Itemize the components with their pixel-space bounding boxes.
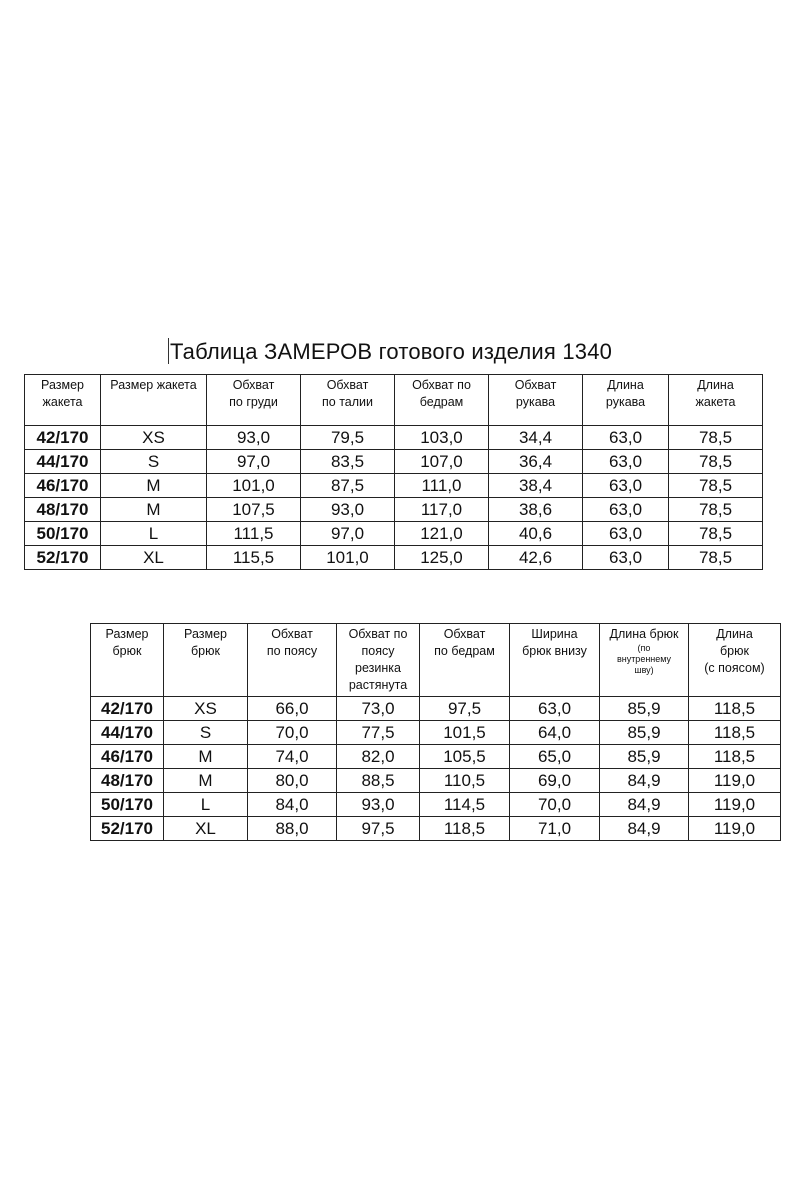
pants-value-cell: 93,0 xyxy=(337,793,420,817)
jacket-value-cell: M xyxy=(101,474,207,498)
jacket-header-cell xyxy=(489,375,583,426)
pants-value-cell: 69,0 xyxy=(510,769,600,793)
jacket-value-cell: 63,0 xyxy=(583,546,669,570)
pants-value-cell: 110,5 xyxy=(420,769,510,793)
pants-table-body xyxy=(91,697,781,841)
pants-header-cell xyxy=(337,624,420,697)
pants-value-cell: 77,5 xyxy=(337,721,420,745)
pants-size-cell: 48/170 xyxy=(91,769,164,793)
jacket-size-cell: 52/170 xyxy=(25,546,101,570)
jacket-header-text: бедрам xyxy=(419,395,464,409)
jacket-header-text: Обхват по xyxy=(412,378,471,392)
jacket-value-cell: 40,6 xyxy=(489,522,583,546)
pants-header-text: по поясу xyxy=(266,644,318,658)
jacket-header-cell xyxy=(301,375,395,426)
pants-table-row xyxy=(91,721,781,745)
jacket-value-cell: M xyxy=(101,498,207,522)
jacket-measurements-table xyxy=(24,374,763,570)
jacket-value-cell: 63,0 xyxy=(583,474,669,498)
jacket-header-cell xyxy=(101,375,207,426)
pants-measurements-table xyxy=(90,623,781,841)
pants-value-cell: 63,0 xyxy=(510,697,600,721)
jacket-value-cell: 78,5 xyxy=(669,450,763,474)
pants-value-cell: M xyxy=(164,769,248,793)
pants-header-text: резинка xyxy=(355,661,401,675)
jacket-table-row xyxy=(25,450,763,474)
pants-header-cell xyxy=(600,624,689,697)
jacket-header-text: Обхват xyxy=(514,378,557,392)
pants-size-cell: 44/170 xyxy=(91,721,164,745)
jacket-header-text: Обхват xyxy=(232,378,275,392)
jacket-value-cell: 121,0 xyxy=(395,522,489,546)
jacket-header-text: жакета xyxy=(695,395,736,409)
jacket-size-cell: 48/170 xyxy=(25,498,101,522)
jacket-value-cell: 63,0 xyxy=(583,522,669,546)
pants-header-cell xyxy=(510,624,600,697)
jacket-header-text: Размер xyxy=(41,378,84,392)
jacket-value-cell: 125,0 xyxy=(395,546,489,570)
pants-header-text: растянута xyxy=(348,678,408,692)
pants-value-cell: 64,0 xyxy=(510,721,600,745)
pants-value-cell: 70,0 xyxy=(510,793,600,817)
pants-value-cell: 119,0 xyxy=(689,769,781,793)
jacket-value-cell: 42,6 xyxy=(489,546,583,570)
pants-header-row xyxy=(91,624,781,697)
jacket-value-cell: 93,0 xyxy=(301,498,395,522)
pants-table-row xyxy=(91,817,781,841)
jacket-table-row xyxy=(25,474,763,498)
jacket-value-cell: 83,5 xyxy=(301,450,395,474)
jacket-value-cell: 97,0 xyxy=(301,522,395,546)
pants-header-text: поясу xyxy=(361,644,395,658)
jacket-value-cell: S xyxy=(101,450,207,474)
jacket-header-text: жакета xyxy=(42,395,83,409)
jacket-header-cell xyxy=(25,375,101,426)
pants-header-text: Длина брюк xyxy=(609,627,679,641)
pants-value-cell: 73,0 xyxy=(337,697,420,721)
pants-header-text: Длина xyxy=(716,627,753,641)
page-title-text: Таблица ЗАМЕРОВ готового изделия 1340 xyxy=(170,339,613,364)
jacket-table-row xyxy=(25,546,763,570)
pants-value-cell: 119,0 xyxy=(689,817,781,841)
pants-value-cell: 118,5 xyxy=(420,817,510,841)
pants-header-text: (с поясом) xyxy=(704,661,765,675)
pants-value-cell: 65,0 xyxy=(510,745,600,769)
pants-header-text: Размер xyxy=(105,627,149,641)
jacket-value-cell: 93,0 xyxy=(207,426,301,450)
pants-header-cell xyxy=(689,624,781,697)
jacket-value-cell: 79,5 xyxy=(301,426,395,450)
jacket-header-cell xyxy=(583,375,669,426)
pants-value-cell: 74,0 xyxy=(248,745,337,769)
pants-value-cell: 84,9 xyxy=(600,817,689,841)
jacket-value-cell: 101,0 xyxy=(207,474,301,498)
pants-size-cell: 50/170 xyxy=(91,793,164,817)
pants-value-cell: M xyxy=(164,745,248,769)
jacket-header-text: рукава xyxy=(515,395,556,409)
jacket-value-cell: 103,0 xyxy=(395,426,489,450)
jacket-value-cell: 63,0 xyxy=(583,426,669,450)
pants-header-text: брюк xyxy=(112,644,142,658)
jacket-table-row xyxy=(25,522,763,546)
jacket-value-cell: XL xyxy=(101,546,207,570)
pants-value-cell: 84,9 xyxy=(600,769,689,793)
pants-value-cell: 114,5 xyxy=(420,793,510,817)
pants-size-cell: 46/170 xyxy=(91,745,164,769)
pants-value-cell: XL xyxy=(164,817,248,841)
pants-size-cell: 42/170 xyxy=(91,697,164,721)
pants-header-text: по бедрам xyxy=(434,644,495,658)
pants-table-row xyxy=(91,769,781,793)
pants-table-row xyxy=(91,697,781,721)
pants-value-cell: 85,9 xyxy=(600,745,689,769)
jacket-header-text: Обхват xyxy=(326,378,369,392)
pants-value-cell: 70,0 xyxy=(248,721,337,745)
pants-header-text: брюк внизу xyxy=(522,644,587,658)
pants-header-note: внутреннему xyxy=(616,654,672,664)
pants-header-text: Обхват xyxy=(443,627,486,641)
pants-value-cell: 66,0 xyxy=(248,697,337,721)
jacket-value-cell: 78,5 xyxy=(669,498,763,522)
pants-header-text: Ширина xyxy=(531,627,578,641)
pants-size-cell: 52/170 xyxy=(91,817,164,841)
pants-header-cell xyxy=(164,624,248,697)
jacket-value-cell: L xyxy=(101,522,207,546)
pants-header-text: брюк xyxy=(191,644,220,658)
pants-header-cell xyxy=(91,624,164,697)
jacket-value-cell: 115,5 xyxy=(207,546,301,570)
pants-table-row xyxy=(91,793,781,817)
text-cursor xyxy=(168,338,169,364)
jacket-value-cell: 78,5 xyxy=(669,522,763,546)
pants-value-cell: 71,0 xyxy=(510,817,600,841)
pants-value-cell: 84,0 xyxy=(248,793,337,817)
jacket-table-row xyxy=(25,426,763,450)
jacket-header-text: рукава xyxy=(605,395,646,409)
pants-value-cell: 88,5 xyxy=(337,769,420,793)
jacket-value-cell: 63,0 xyxy=(583,450,669,474)
jacket-value-cell: 87,5 xyxy=(301,474,395,498)
jacket-table-header xyxy=(25,375,763,426)
jacket-header-text: по талии xyxy=(322,395,373,409)
jacket-value-cell: 101,0 xyxy=(301,546,395,570)
jacket-value-cell: 78,5 xyxy=(669,546,763,570)
pants-header-cell xyxy=(248,624,337,697)
pants-value-cell: 82,0 xyxy=(337,745,420,769)
jacket-value-cell: 107,5 xyxy=(207,498,301,522)
pants-value-cell: 118,5 xyxy=(689,721,781,745)
pants-value-cell: 97,5 xyxy=(337,817,420,841)
pants-value-cell: 85,9 xyxy=(600,697,689,721)
jacket-size-cell: 50/170 xyxy=(25,522,101,546)
pants-value-cell: 118,5 xyxy=(689,745,781,769)
jacket-value-cell: 117,0 xyxy=(395,498,489,522)
jacket-value-cell: 36,4 xyxy=(489,450,583,474)
jacket-header-cell xyxy=(395,375,489,426)
pants-header-note: (по xyxy=(637,643,651,653)
jacket-value-cell: XS xyxy=(101,426,207,450)
page-title xyxy=(168,338,612,365)
jacket-value-cell: 111,0 xyxy=(395,474,489,498)
jacket-size-cell: 42/170 xyxy=(25,426,101,450)
jacket-value-cell: 63,0 xyxy=(583,498,669,522)
jacket-table-body xyxy=(25,426,763,570)
jacket-table-row xyxy=(25,498,763,522)
jacket-value-cell: 34,4 xyxy=(489,426,583,450)
pants-header-text: брюк xyxy=(720,644,749,658)
pants-value-cell: S xyxy=(164,721,248,745)
jacket-value-cell: 111,5 xyxy=(207,522,301,546)
jacket-size-cell: 46/170 xyxy=(25,474,101,498)
jacket-size-cell: 44/170 xyxy=(25,450,101,474)
pants-value-cell: 88,0 xyxy=(248,817,337,841)
jacket-value-cell: 78,5 xyxy=(669,474,763,498)
jacket-value-cell: 38,6 xyxy=(489,498,583,522)
pants-value-cell: L xyxy=(164,793,248,817)
jacket-value-cell: 107,0 xyxy=(395,450,489,474)
jacket-header-row xyxy=(25,375,763,426)
jacket-value-cell: 97,0 xyxy=(207,450,301,474)
jacket-header-cell xyxy=(669,375,763,426)
pants-value-cell: 80,0 xyxy=(248,769,337,793)
pants-value-cell: 101,5 xyxy=(420,721,510,745)
pants-value-cell: 119,0 xyxy=(689,793,781,817)
pants-value-cell: 118,5 xyxy=(689,697,781,721)
pants-value-cell: 84,9 xyxy=(600,793,689,817)
pants-header-text: Обхват xyxy=(271,627,313,641)
pants-value-cell: 85,9 xyxy=(600,721,689,745)
pants-header-note: шву) xyxy=(634,665,654,675)
pants-value-cell: 105,5 xyxy=(420,745,510,769)
jacket-value-cell: 38,4 xyxy=(489,474,583,498)
pants-value-cell: XS xyxy=(164,697,248,721)
pants-table-header xyxy=(91,624,781,697)
pants-value-cell: 97,5 xyxy=(420,697,510,721)
jacket-header-text: Длина xyxy=(607,378,644,392)
jacket-header-cell xyxy=(207,375,301,426)
pants-header-text: Обхват по xyxy=(348,627,408,641)
pants-header-cell xyxy=(420,624,510,697)
jacket-header-text: Размер жакета xyxy=(110,378,197,392)
jacket-value-cell: 78,5 xyxy=(669,426,763,450)
jacket-header-text: по груди xyxy=(229,395,278,409)
pants-header-text: Размер xyxy=(184,627,227,641)
jacket-header-text: Длина xyxy=(697,378,734,392)
pants-table-row xyxy=(91,745,781,769)
